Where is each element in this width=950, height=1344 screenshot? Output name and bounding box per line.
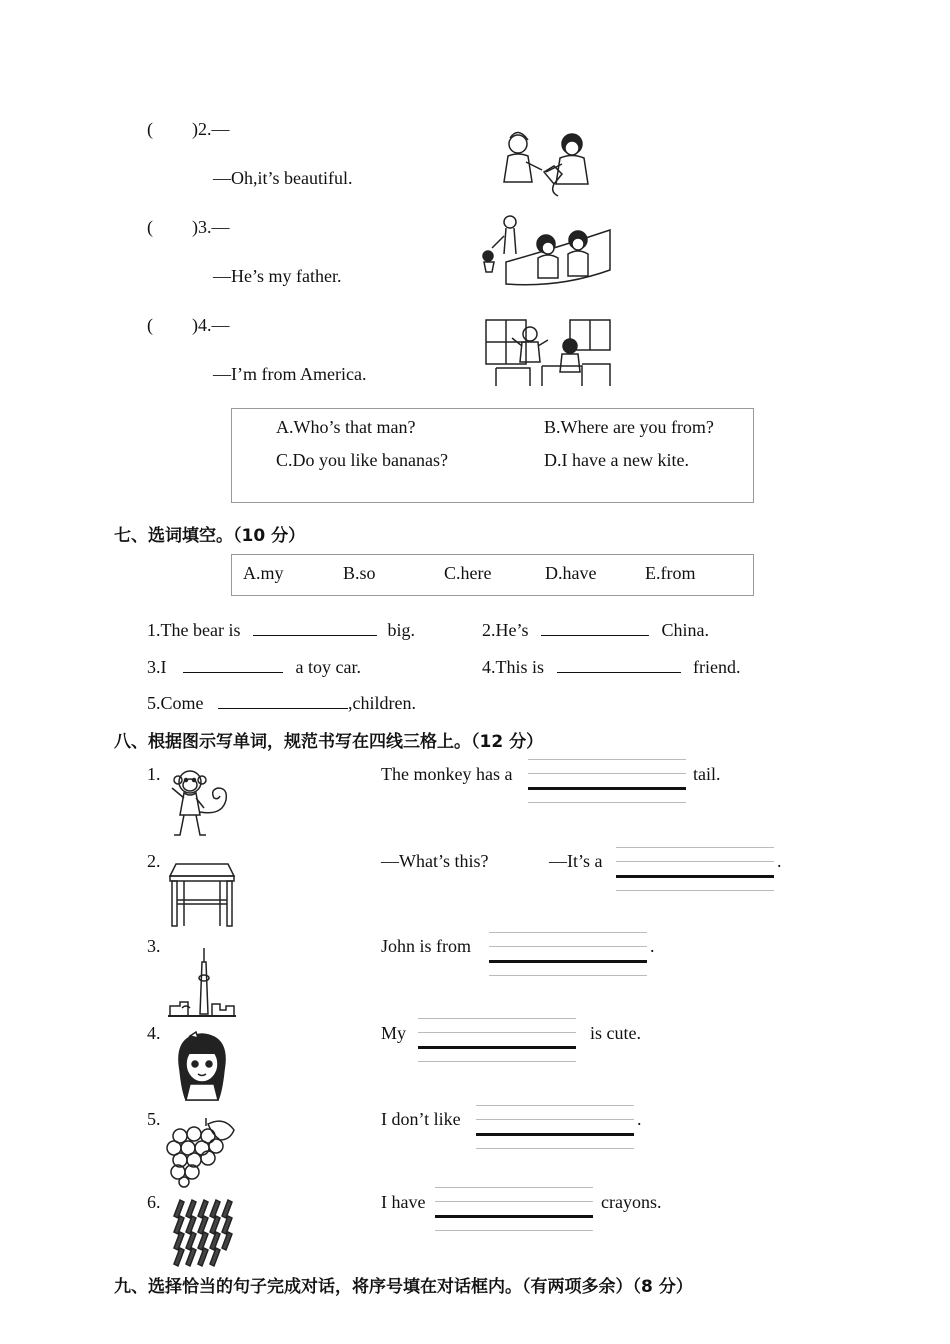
word-d: D.have: [545, 563, 597, 583]
section-8-title: 八、根据图示写单词，规范书写在四线三格上。（12 分）: [114, 732, 544, 752]
item-number: 1.: [147, 764, 161, 784]
sentence-pre: —What’s this?: [381, 851, 489, 871]
q1-post: big.: [387, 620, 415, 640]
four-line-grid[interactable]: [435, 1187, 593, 1231]
desk-icon: [166, 860, 238, 928]
option-d: D.I have a new kite.: [544, 450, 689, 470]
q1-blank[interactable]: [253, 617, 377, 636]
fill-q4: [482, 654, 741, 678]
q3-post: a toy car.: [295, 657, 361, 677]
family-sofa-illustration: [480, 212, 614, 286]
q4-blank[interactable]: [557, 654, 681, 673]
girl-icon: [172, 1030, 232, 1102]
sentence-post: tail.: [693, 764, 721, 784]
sentence-pre: I have: [381, 1192, 426, 1212]
sentence-pre: I don’t like: [381, 1109, 461, 1129]
question-number: )2.—: [192, 119, 230, 139]
item-number: 4.: [147, 1023, 161, 1043]
sentence-pre: The monkey has a: [381, 764, 513, 784]
answer-paren[interactable]: (: [147, 315, 153, 335]
q1-pre: 1.The bear is: [147, 620, 241, 640]
sentence-post: .: [637, 1109, 642, 1129]
four-line-grid[interactable]: [616, 847, 774, 891]
sentence-pre: My: [381, 1023, 407, 1043]
q3-pre: 3.I: [147, 657, 167, 677]
word-a: A.my: [243, 563, 284, 583]
fill-q2: [482, 617, 709, 641]
section-7-title: 七、选词填空。（10 分）: [114, 526, 306, 546]
four-line-grid[interactable]: [476, 1105, 634, 1149]
sentence-pre: John is from: [381, 936, 471, 956]
item-number: 3.: [147, 936, 161, 956]
word-e: E.from: [645, 563, 696, 583]
options-box: [231, 408, 754, 503]
fill-q1: [147, 617, 415, 641]
cn-tower-icon: [168, 948, 236, 1018]
q2-blank[interactable]: [541, 617, 649, 636]
reply-text: —Oh,it’s beautiful.: [213, 168, 353, 188]
monkey-icon: [166, 766, 238, 838]
fill-q5: [147, 690, 416, 714]
q3-blank[interactable]: [183, 654, 283, 673]
sentence-post: .: [777, 851, 782, 871]
answer-paren[interactable]: (: [147, 217, 153, 237]
sentence-post: is cute.: [590, 1023, 641, 1043]
four-line-grid[interactable]: [418, 1018, 576, 1062]
option-c: C.Do you like bananas?: [276, 450, 448, 470]
item-number: 2.: [147, 851, 161, 871]
two-girls-kite-illustration: [496, 128, 600, 198]
option-a: A.Who’s that man?: [276, 417, 416, 437]
crayons-icon: [168, 1198, 236, 1268]
answer-paren[interactable]: (: [147, 119, 153, 139]
section-9-title: 九、选择恰当的句子完成对话，将序号填在对话框内。（有两项多余）（8 分）: [114, 1277, 693, 1297]
q2-pre: 2.He’s: [482, 620, 529, 640]
q2-post: China.: [661, 620, 709, 640]
sentence-post: .: [650, 936, 655, 956]
option-b: B.Where are you from?: [544, 417, 714, 437]
question-number: )4.—: [192, 315, 230, 335]
reply-text: —He’s my father.: [213, 266, 342, 286]
q4-post: friend.: [693, 657, 741, 677]
q5-post: ,children.: [348, 693, 416, 713]
q5-pre: 5.Come: [147, 693, 204, 713]
word-c: C.here: [444, 563, 492, 583]
grapes-icon: [166, 1114, 238, 1188]
q5-blank[interactable]: [218, 690, 348, 709]
item-number: 5.: [147, 1109, 161, 1129]
fill-q3: [147, 654, 361, 678]
sentence-mid: —It’s a: [549, 851, 603, 871]
classroom-illustration: [482, 316, 614, 388]
four-line-grid[interactable]: [528, 759, 686, 803]
q4-pre: 4.This is: [482, 657, 545, 677]
question-number: )3.—: [192, 217, 230, 237]
word-bank: [231, 554, 754, 596]
reply-text: —I’m from America.: [213, 364, 367, 384]
word-b: B.so: [343, 563, 376, 583]
sentence-post: crayons.: [601, 1192, 662, 1212]
four-line-grid[interactable]: [489, 932, 647, 976]
item-number: 6.: [147, 1192, 161, 1212]
